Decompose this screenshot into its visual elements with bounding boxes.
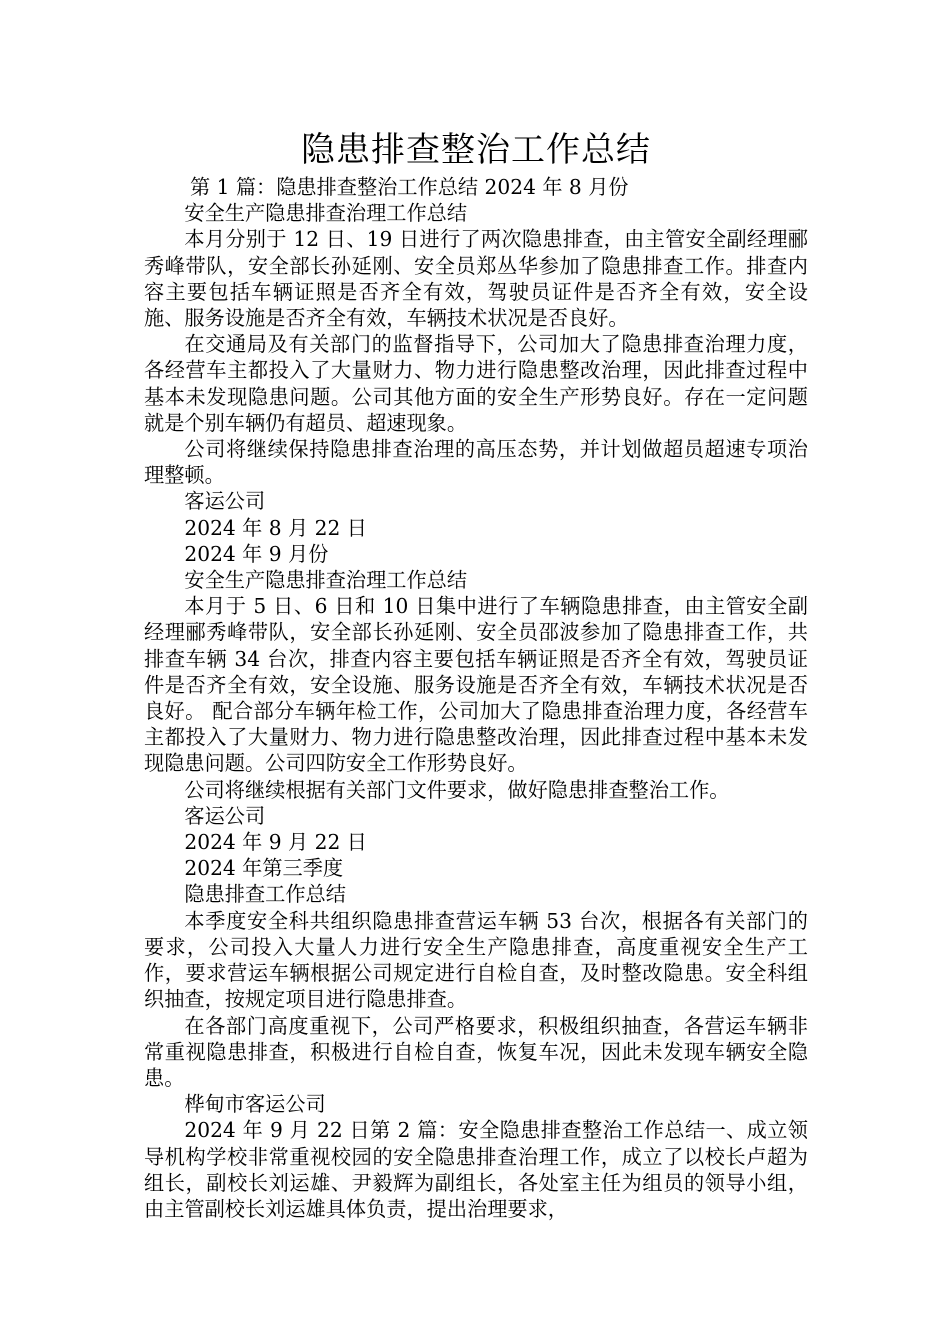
report-title-august: 安全生产隐患排查治理工作总结 [184, 201, 468, 226]
signature-date: 2024 年 8 月 22 日 [184, 515, 367, 540]
section-heading-part-1: 第 1 篇：隐患排查整治工作总结 2024 年 8 月份 [190, 175, 629, 199]
body-paragraph: 公司将继续根据有关部门文件要求，做好隐患排查整治工作。 [184, 777, 730, 802]
signature-date: 2024 年 9 月 22 日 [184, 830, 367, 855]
signature-company: 桦甸市客运公司 [184, 1092, 326, 1117]
document-title: 隐患排查整治工作总结 [301, 130, 651, 170]
report-title-q3: 隐患排查工作总结 [184, 882, 346, 907]
body-paragraph: 本月于 5 日、6 日和 10 日集中进行了车辆隐患排查，由主管安全副经理郦秀峰带队，安全部长孙延刚、安全员邵波参加了隐患排查工作，共排查车辆 34 台次，排查内容主要包括车辆证照是否齐全有效，驾驶员证件是否齐全有效，安全设施、服务设施是否齐全有效，车辆技术状况是否良好。 配合部分车辆年检工作，公司加大了隐患排查治理力度，各经营车主都投入了大量财力、物力进行隐患整改治理，因此排查过程中基本未发现隐患问题。公司四防安全工作形势良好。 [144, 594, 808, 776]
body-paragraph: 在各部门高度重视下，公司严格要求，积极组织抽查，各营运车辆非常重视隐患排查，积极进行自检自查，恢复车况，因此未发现车辆安全隐患。 [144, 1013, 808, 1090]
body-paragraph: 2024 年 9 月 22 日第 2 篇：安全隐患排查整治工作总结一、成立领导机构学校非常重视校园的安全隐患排查治理工作，成立了以校长卢超为组长，副校长刘运雄、尹毅辉为副组长，各处室主任为组员的领导小组，由主管副校长刘运雄具体负责，提出治理要求， [144, 1118, 808, 1221]
body-paragraph: 公司将继续保持隐患排查治理的高压态势，并计划做超员超速专项治理整顿。 [144, 437, 808, 488]
body-paragraph: 在交通局及有关部门的监督指导下，公司加大了隐患排查治理力度，各经营车主都投入了大量财力、物力进行隐患整改治理，因此排查过程中基本未发现隐患问题。公司其他方面的安全生产形势良好。存在一定问题就是个别车辆仍有超员、超速现象。 [144, 332, 808, 435]
report-period-september: 2024 年 9 月份 [184, 541, 329, 566]
document-page [144, 128, 808, 1222]
report-title-september: 安全生产隐患排查治理工作总结 [184, 568, 468, 593]
body-paragraph: 本季度安全科共组织隐患排查营运车辆 53 台次，根据各有关部门的要求，公司投入大量人力进行安全生产隐患排查，高度重视安全生产工作，要求营运车辆根据公司规定进行自检自查，及时整改隐患。安全科组织抽查，按规定项目进行隐患排查。 [144, 908, 808, 1012]
signature-company: 客运公司 [184, 489, 266, 514]
report-period-q3: 2024 年第三季度 [184, 856, 344, 881]
signature-company: 客运公司 [184, 803, 266, 828]
body-paragraph: 本月分别于 12 日、19 日进行了两次隐患排查，由主管安全副经理郦秀峰带队，安全部长孙延刚、安全员郑丛华参加了隐患排查工作。排查内容主要包括车辆证照是否齐全有效，驾驶员证件是否齐全有效，安全设施、服务设施是否齐全有效，车辆技术状况是否良好。 [144, 227, 808, 331]
